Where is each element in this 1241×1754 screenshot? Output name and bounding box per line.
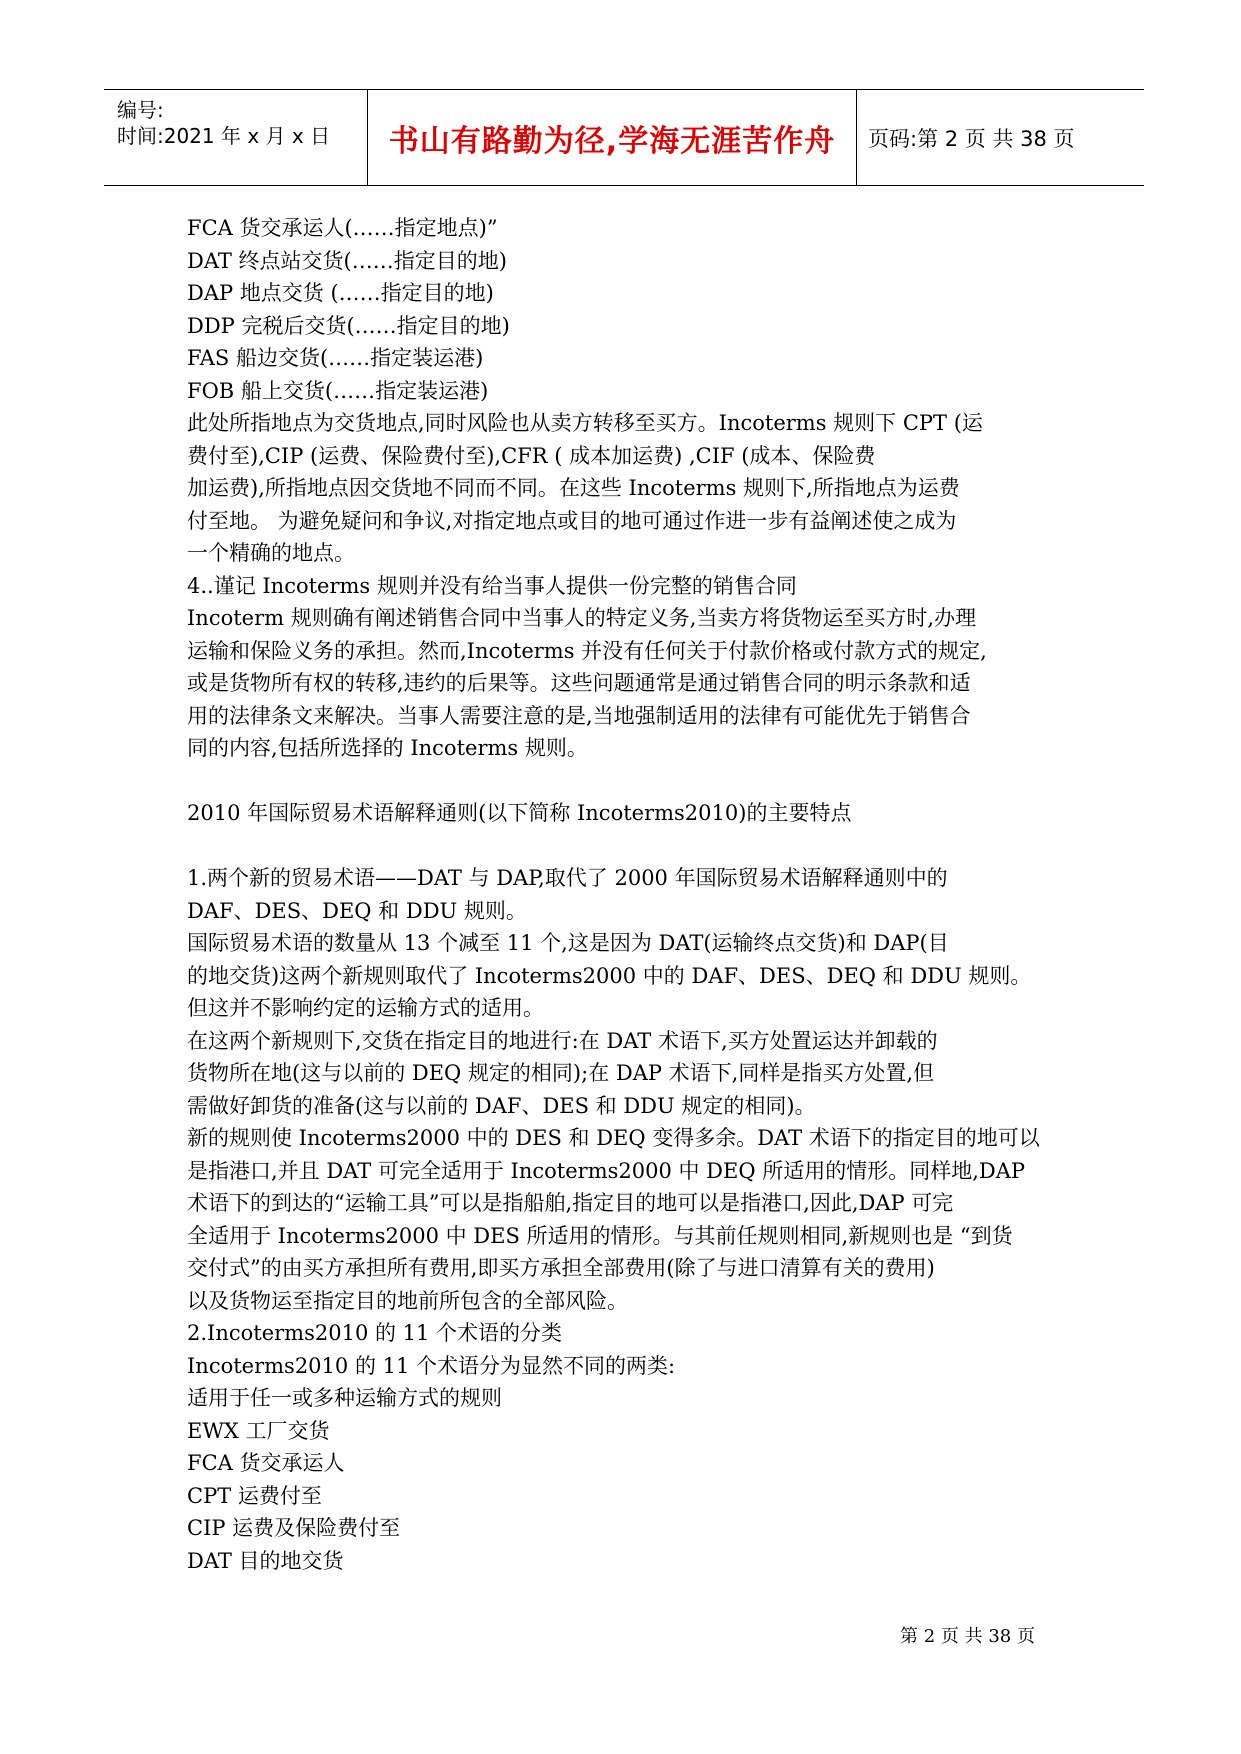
body-text-line: 加运费),所指地点因交货地不同而不同。在这些 Incoterms 规则下,所指地点为运费 (187, 476, 960, 500)
body-text-line: FCA 货交承运人 (187, 1451, 345, 1475)
body-text-line: 或是货物所有权的转移,违约的后果等。这些问题通常是通过销售合同的明示条款和适 (187, 671, 971, 695)
body-text-line: 但这并不影响约定的运输方式的适用。 (187, 996, 544, 1020)
body-text-line: FOB 船上交货(……指定装运港) (187, 378, 489, 403)
body-text-line: 新的规则使 Incoterms2000 中的 DES 和 DEQ 变得多余。DAT 术语下的指定目的地可以 (187, 1126, 1040, 1150)
header-motto: 书山有路勤为径,学海无涯苦作舟 (388, 123, 836, 159)
blank-line (187, 765, 1067, 798)
page-header (104, 89, 1144, 186)
body-text-line: 以及货物运至指定目的地前所包含的全部风险。 (187, 1288, 628, 1313)
page-footer-number: 第 2 页 共 38 页 (900, 1626, 1035, 1647)
body-text-line: CPT 运费付至 (187, 1483, 322, 1508)
body-text-line: 运输和保险义务的承担。然而,Incoterms 并没有任何关于付款价格或付款方式的规定, (187, 638, 987, 663)
body-text-line: DAP 地点交货 (……指定目的地) (187, 281, 494, 305)
body-text-line: 1.两个新的贸易术语——DAT 与 DAP,取代了 2000 年国际贸易术语解释通则中的 (187, 866, 948, 890)
document-time-label: 时间:2021 年 x 月 x 日 (117, 124, 331, 148)
body-text-line: EWX 工厂交货 (187, 1418, 330, 1443)
body-text-line: 适用于任一或多种运输方式的规则 (187, 1386, 502, 1410)
body-text-line: 用的法律条文来解决。当事人需要注意的是,当地强制适用的法律有可能优先于销售合 (187, 703, 971, 728)
body-text-line: DDP 完税后交货(……指定目的地) (187, 313, 510, 338)
body-text-line: 4..谨记 Incoterms 规则并没有给当事人提供一份完整的销售合同 (187, 573, 797, 598)
body-text-line: DAF、DES、DEQ 和 DDU 规则。 (187, 898, 527, 923)
blank-line (187, 830, 1067, 863)
body-text-line: 的地交货)这两个新规则取代了 Incoterms2000 中的 DAF、DES、DEQ 和 DDU 规则。 (187, 963, 1032, 988)
header-meta (117, 90, 367, 185)
body-text-line: 付至地。 为避免疑问和争议,对指定地点或目的地可通过作进一步有益阐述使之成为 (187, 508, 957, 533)
body-text-line: Incoterm 规则确有阐述销售合同中当事人的特定义务,当卖方将货物运至买方时,办理 (187, 606, 977, 630)
body-text-line: 在这两个新规则下,交货在指定目的地进行:在 DAT 术语下,买方处置运达并卸载的 (187, 1028, 938, 1053)
body-text-line: 术语下的到达的“运输工具”可以是指船舶,指定目的地可以是指港口,因此,DAP 可完 (187, 1191, 954, 1215)
body-text-line: 此处所指地点为交货地点,同时风险也从卖方转移至买方。Incoterms 规则下 CPT (运 (187, 411, 983, 435)
body-text-line: 2.Incoterms2010 的 11 个术语的分类 (187, 1321, 563, 1345)
body-text-line: Incoterms2010 的 11 个术语分为显然不同的两类: (187, 1353, 676, 1378)
header-divider (856, 90, 857, 185)
body-text-line: 国际贸易术语的数量从 13 个减至 11 个,这是因为 DAT(运输终点交货)和 DAP(目 (187, 931, 949, 955)
body-text-line: FAS 船边交货(……指定装运港) (187, 346, 484, 370)
body-text-line: 全适用于 Incoterms2000 中 DES 所适用的情形。与其前任规则相同,新规则也是 “到货 (187, 1223, 1013, 1248)
header-page-number: 页码:第 2 页 共 38 页 (868, 126, 1075, 151)
document-number-label: 编号: (117, 98, 164, 122)
body-text-line: 货物所在地(这与以前的 DEQ 规定的相同);在 DAP 术语下,同样是指买方处置,但 (187, 1061, 935, 1085)
body-text-line: 需做好卸货的准备(这与以前的 DAF、DES 和 DDU 规定的相同)。 (187, 1093, 816, 1118)
body-text-line: CIP 运费及保险费付至 (187, 1516, 401, 1540)
body-text-line: FCA 货交承运人(……指定地点)” (187, 216, 498, 240)
body-text-line: 同的内容,包括所选择的 Incoterms 规则。 (187, 736, 588, 760)
document-body (187, 212, 1067, 1577)
body-text-line: 一个精确的地点。 (187, 541, 355, 565)
body-text-line: DAT 终点站交货(……指定目的地) (187, 248, 507, 273)
body-text-line: 是指港口,并且 DAT 可完全适用于 Incoterms2000 中 DEQ 所适用的情形。同样地,DAP (187, 1158, 1026, 1183)
body-text-line: 2010 年国际贸易术语解释通则(以下简称 Incoterms2010)的主要特点 (187, 801, 852, 825)
body-text-line: 交付式”的由买方承担所有费用,即买方承担全部费用(除了与进口清算有关的费用) (187, 1256, 935, 1280)
body-text-line: 费付至),CIP (运费、保险费付至),CFR ( 成本加运费) ,CIF (成本、保险费 (187, 443, 876, 468)
body-text-line: DAT 目的地交货 (187, 1548, 344, 1573)
